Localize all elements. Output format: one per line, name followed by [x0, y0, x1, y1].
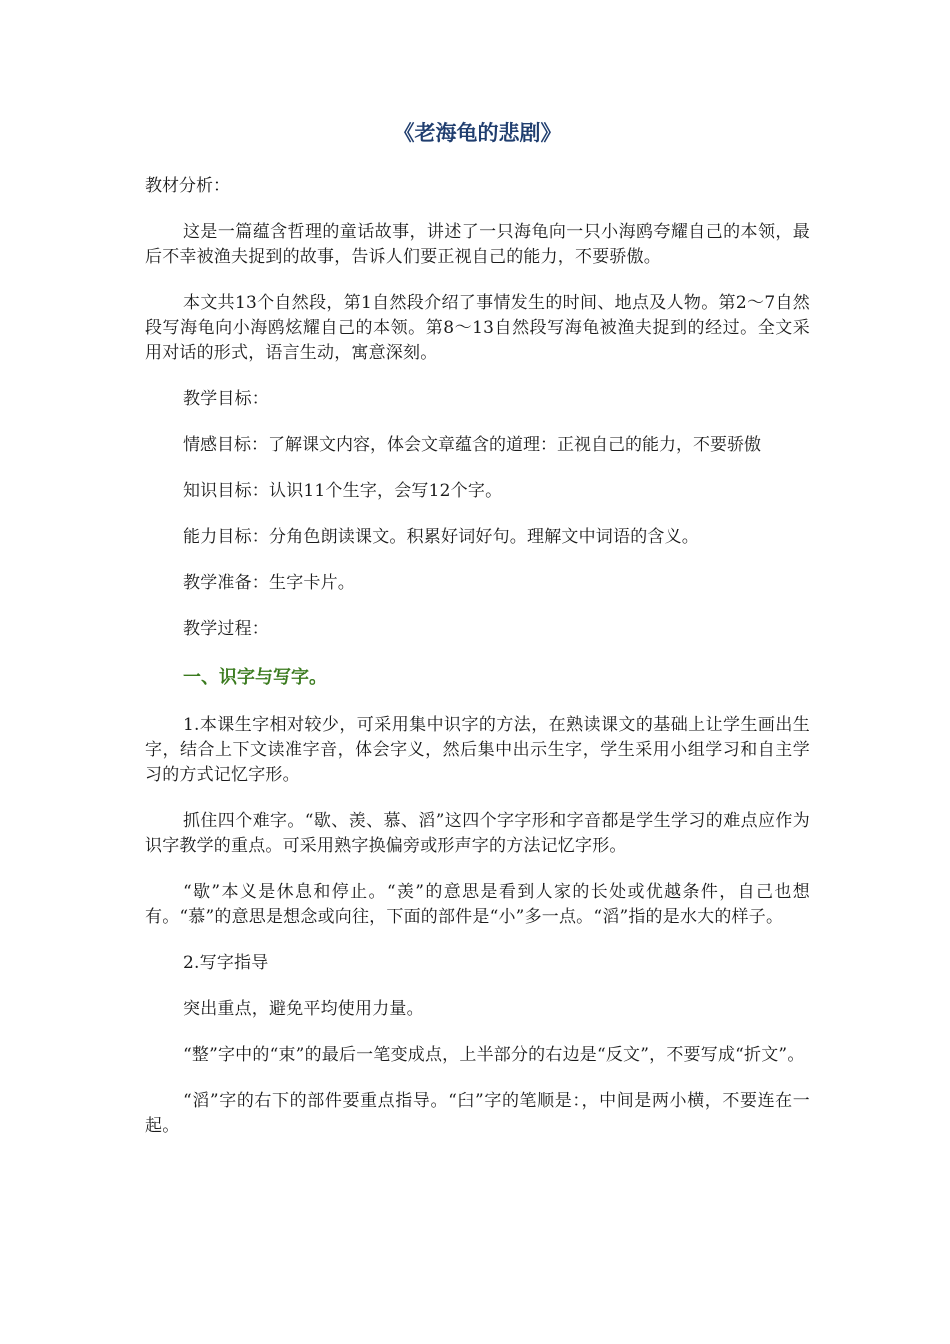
paragraph-difficult-chars: 抓住四个难字。“歇、羡、慕、滔”这四个字字形和字音都是学生学习的难点应作为识字教学的重点。可采用熟字换偏旁或形声字的方法记忆字形。: [145, 811, 810, 856]
paragraph-literacy-method: 1.本课生字相对较少，可采用集中识字的方法，在熟读课文的基础上让学生画出生字，结合上下文读准字音，体会字义，然后集中出示生字，学生采用小组学习和自主学习的方式记忆字形。: [145, 715, 810, 785]
paragraph-tao-char: “滔”字的右下的部件要重点指导。“臼”字的笔顺是：，中间是两小横，不要连在一起。: [145, 1091, 810, 1136]
section-heading-literacy: 一、识字与写字。: [183, 667, 327, 688]
teaching-prep: 教学准备：生字卡片。: [183, 573, 355, 593]
paragraph-focus: 突出重点，避免平均使用力量。: [183, 999, 424, 1019]
document-title: 《老海龟的悲剧》: [393, 121, 562, 145]
document-body: [145, 118, 810, 1160]
paragraph-structure: 本文共13个自然段，第1自然段介绍了事情发生的时间、地点及人物。第2～7自然段写海龟向小海鸥炫耀自己的本领。第8～13自然段写海龟被渔夫捉到的经过。全文采用对话的形式，语言生动，寓意深刻。: [145, 293, 810, 363]
paragraph-intro: 这是一篇蕴含哲理的童话故事，讲述了一只海龟向一只小海鸥夸耀自己的本领，最后不幸被渔夫捉到的故事，告诉人们要正视自己的能力，不要骄傲。: [145, 222, 810, 267]
paragraph-char-meanings: “歇”本义是休息和停止。“羡”的意思是看到人家的长处或优越条件，自己也想有。“慕”的意思是想念或向往，下面的部件是“小”多一点。“滔”指的是水大的样子。: [145, 882, 810, 927]
goal-knowledge: 知识目标：认识11个生字，会写12个字。: [183, 481, 503, 501]
paragraph-writing-guide: 2.写字指导: [183, 953, 269, 973]
goal-emotion: 情感目标：了解课文内容，体会文章蕴含的道理：正视自己的能力，不要骄傲: [183, 435, 761, 455]
process-label: 教学过程：: [183, 619, 269, 639]
paragraph-zheng-char: “整”字中的“束”的最后一笔变成点，上半部分的右边是“反文”，不要写成“折文”。: [183, 1045, 805, 1065]
analysis-label: 教材分析：: [145, 176, 230, 196]
goals-label: 教学目标：: [183, 389, 269, 409]
goal-ability: 能力目标：分角色朗读课文。积累好词好句。理解文中词语的含义。: [183, 527, 699, 547]
